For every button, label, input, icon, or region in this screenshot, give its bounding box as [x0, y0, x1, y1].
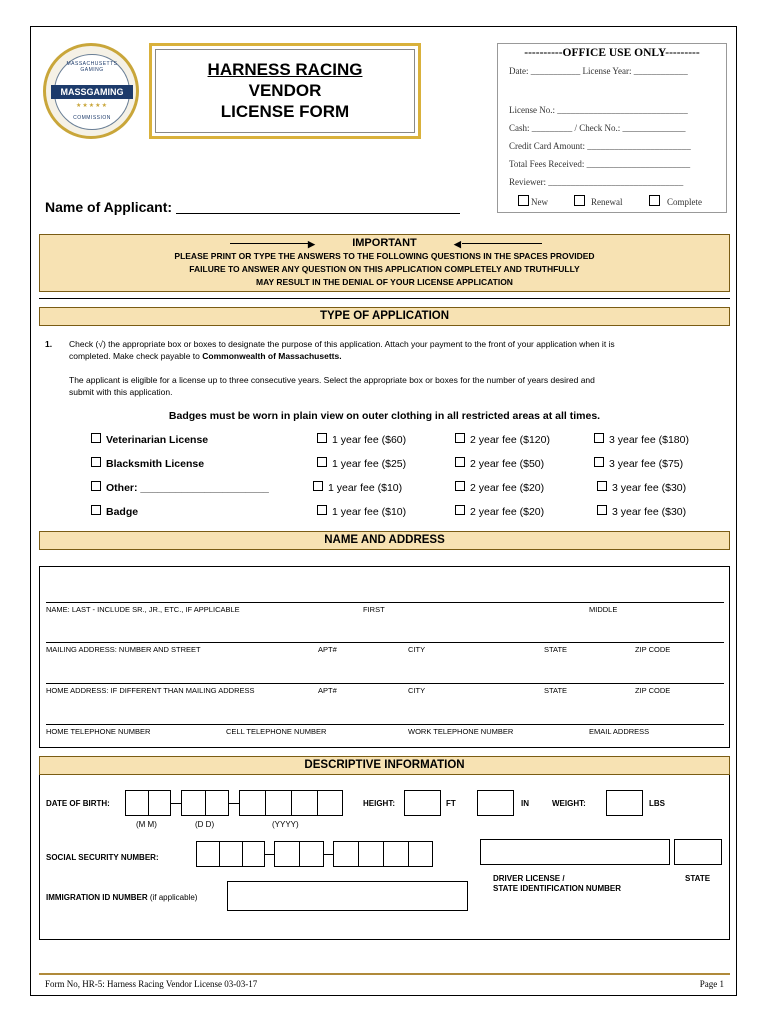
checkbox-icon	[455, 505, 465, 515]
office-license-no[interactable]: License No.: _____________________________	[509, 105, 688, 115]
descriptive-frame	[39, 756, 730, 940]
title-line-2: VENDOR	[248, 81, 322, 100]
badge-1-year[interactable]: 1 year fee ($10)	[317, 505, 406, 518]
label-name-middle: MIDDLE	[589, 605, 618, 614]
dash	[265, 854, 274, 855]
dash	[171, 803, 181, 804]
vet-3-year[interactable]: 3 year fee ($180)	[594, 433, 689, 446]
label-home-telephone: HOME TELEPHONE NUMBER	[46, 727, 151, 736]
blacksmith-1-year[interactable]: 1 year fee ($25)	[317, 457, 406, 470]
divider	[265, 790, 266, 816]
title-line-1: HARNESS RACING	[207, 60, 363, 79]
badge-2-year[interactable]: 2 year fee ($20)	[455, 505, 544, 518]
important-line-2: FAILURE TO ANSWER ANY QUESTION ON THIS APPLICATION COMPLETELY AND TRUTHFULLY	[189, 264, 580, 274]
checkbox-icon	[317, 457, 327, 467]
applicant-line[interactable]	[176, 199, 460, 214]
office-use-box	[497, 43, 727, 213]
divider	[383, 841, 384, 867]
label-dd: (D D)	[195, 820, 215, 829]
massgaming-logo	[43, 43, 139, 139]
label-home-zip: ZIP CODE	[635, 686, 671, 695]
important-heading: IMPORTANT	[352, 237, 417, 249]
name-line[interactable]	[46, 602, 724, 603]
badges-note: Badges must be worn in plain view on outer clothing in all restricted areas at all times.	[168, 410, 601, 422]
checkbox-icon	[455, 457, 465, 467]
license-type-other[interactable]: Other: ______________________	[91, 481, 269, 494]
instructions-paragraph-2: The applicant is eligible for a license up to three consecutive years. Select the appropriate box or boxes for the number of years desired and submit with this application.	[69, 375, 595, 397]
item-number: 1.	[45, 339, 53, 349]
checkbox-icon	[597, 505, 607, 515]
office-credit[interactable]: Credit Card Amount: _______________________	[509, 141, 691, 151]
label-home-street: HOME ADDRESS: IF DIFFERENT THAN MAILING ADDRESS	[46, 686, 255, 695]
vet-1-year[interactable]: 1 year fee ($60)	[317, 433, 406, 446]
blacksmith-3-year[interactable]: 3 year fee ($75)	[594, 457, 683, 470]
label-mailing-zip: ZIP CODE	[635, 645, 671, 654]
divider	[148, 790, 149, 816]
important-notice	[39, 234, 730, 292]
height-inches-input[interactable]	[477, 790, 514, 816]
footer-form-number: Form No, HR-5: Harness Racing Vendor License 03-03-17	[45, 979, 258, 989]
label-yyyy: (YYYY)	[272, 820, 299, 829]
label-mailing-state: STATE	[544, 645, 568, 654]
other-1-year[interactable]: 1 year fee ($10)	[313, 481, 402, 494]
label-home-apt: APT#	[318, 686, 337, 695]
badge-3-year[interactable]: 3 year fee ($30)	[597, 505, 686, 518]
label-home-city: CITY	[408, 686, 426, 695]
telephone-line[interactable]	[46, 724, 724, 725]
divider	[299, 841, 300, 867]
office-heading: ----------OFFICE USE ONLY---------	[524, 47, 700, 59]
type-of-application-heading: TYPE OF APPLICATION	[39, 307, 730, 326]
dash	[324, 854, 333, 855]
vet-2-year[interactable]: 2 year fee ($120)	[455, 433, 550, 446]
label-dl-state: STATE	[685, 874, 711, 883]
label-dob: DATE OF BIRTH:	[46, 799, 110, 808]
logo-stars: ★★★★★	[76, 103, 108, 109]
checkbox-icon	[597, 481, 607, 491]
label-cell-telephone: CELL TELEPHONE NUMBER	[226, 727, 327, 736]
office-reviewer[interactable]: Reviewer: ______________________________	[509, 177, 684, 187]
office-renewal-checkbox[interactable]: Renewal	[574, 195, 623, 207]
footer-page-number: Page 1	[699, 979, 724, 989]
title-line-3: LICENSE FORM	[220, 102, 350, 121]
home-address-line[interactable]	[46, 683, 724, 684]
checkbox-icon	[91, 457, 101, 467]
divider	[408, 841, 409, 867]
checkbox-icon	[91, 433, 101, 443]
label-mm: (M M)	[136, 820, 157, 829]
label-mailing-city: CITY	[408, 645, 426, 654]
checkbox-icon	[594, 457, 604, 467]
arrow-left-icon	[462, 243, 542, 244]
weight-input[interactable]	[606, 790, 643, 816]
label-mailing-street: MAILING ADDRESS: NUMBER AND STREET	[46, 645, 201, 654]
label-name-first: FIRST	[363, 605, 385, 614]
checkbox-icon	[313, 481, 323, 491]
divider	[317, 790, 318, 816]
divider	[242, 841, 243, 867]
arrow-head-right-icon: ▶	[308, 239, 315, 249]
important-line-1: PLEASE PRINT OR TYPE THE ANSWERS TO THE FOLLOWING QUESTIONS IN THE SPACES PROVIDED	[174, 251, 595, 261]
ssn-part-1-input[interactable]	[196, 841, 265, 867]
label-weight: WEIGHT:	[552, 799, 586, 808]
office-cash[interactable]: Cash: _________ / Check No.: ______________	[509, 123, 686, 133]
height-feet-input[interactable]	[404, 790, 441, 816]
other-2-year[interactable]: 2 year fee ($20)	[455, 481, 544, 494]
label-in: IN	[521, 799, 529, 808]
mailing-line[interactable]	[46, 642, 724, 643]
checkbox-icon	[317, 433, 327, 443]
applicant-name-field[interactable]	[45, 199, 460, 215]
descriptive-information-heading: DESCRIPTIVE INFORMATION	[39, 756, 730, 775]
label-home-state: STATE	[544, 686, 568, 695]
license-type-badge[interactable]: Badge	[91, 505, 138, 518]
blacksmith-2-year[interactable]: 2 year fee ($50)	[455, 457, 544, 470]
license-type-blacksmith[interactable]: Blacksmith License	[91, 457, 204, 470]
checkbox-icon	[455, 433, 465, 443]
checkbox-icon	[594, 433, 604, 443]
form-page	[30, 26, 737, 996]
label-ft: FT	[446, 799, 456, 808]
label-work-telephone: WORK TELEPHONE NUMBER	[408, 727, 514, 736]
label-lbs: LBS	[649, 799, 665, 808]
logo-ring-bottom: COMMISSION	[73, 115, 111, 121]
name-address-frame	[39, 566, 730, 748]
office-date[interactable]: Date: ___________ License Year: ____________	[509, 66, 688, 76]
name-and-address-heading: NAME AND ADDRESS	[39, 531, 730, 550]
checkbox-icon	[649, 195, 660, 206]
office-complete-checkbox[interactable]: Complete	[649, 195, 702, 207]
other-3-year[interactable]: 3 year fee ($30)	[597, 481, 686, 494]
logo-word: MASSGAMING	[51, 85, 133, 99]
title-box	[149, 43, 421, 139]
checkbox-icon	[317, 505, 327, 515]
license-type-veterinarian[interactable]: Veterinarian License	[91, 433, 208, 446]
divider	[205, 790, 206, 816]
divider	[39, 298, 730, 299]
checkbox-icon	[518, 195, 529, 206]
driver-license-input[interactable]	[480, 839, 670, 865]
label-mailing-apt: APT#	[318, 645, 337, 654]
office-total[interactable]: Total Fees Received: _______________________	[509, 159, 691, 169]
office-new-checkbox[interactable]: New	[518, 195, 548, 207]
footer-rule	[39, 973, 730, 975]
dl-state-input[interactable]	[674, 839, 722, 865]
instructions-paragraph-1: Check (√) the appropriate box or boxes to designate the purpose of this application. Attach your payment to the front of your application when it is completed. Make check payable to Commonwealth of Massachusetts.	[69, 339, 615, 361]
applicant-label: Name of Applicant:	[45, 199, 173, 215]
divider	[219, 841, 220, 867]
label-immigration-id: IMMIGRATION ID NUMBER (if applicable)	[46, 893, 198, 902]
label-name-last: NAME: LAST - INCLUDE SR., JR., ETC., IF APPLICABLE	[46, 605, 240, 614]
checkbox-icon	[91, 481, 101, 491]
important-line-3: MAY RESULT IN THE DENIAL OF YOUR LICENSE APPLICATION	[256, 277, 513, 287]
immigration-id-input[interactable]	[227, 881, 468, 911]
arrow-head-left-icon: ◀	[454, 239, 461, 249]
dash	[229, 803, 239, 804]
checkbox-icon	[574, 195, 585, 206]
label-ssn: SOCIAL SECURITY NUMBER:	[46, 853, 159, 862]
label-driver-license: DRIVER LICENSE / STATE IDENTIFICATION NUMBER	[493, 874, 621, 893]
logo-ring-top: MASSACHUSETTS GAMING	[66, 61, 118, 73]
checkbox-icon	[91, 505, 101, 515]
arrow-right-icon	[230, 243, 310, 244]
label-email: EMAIL ADDRESS	[589, 727, 650, 736]
checkbox-icon	[455, 481, 465, 491]
divider	[291, 790, 292, 816]
divider	[358, 841, 359, 867]
label-height: HEIGHT:	[363, 799, 395, 808]
